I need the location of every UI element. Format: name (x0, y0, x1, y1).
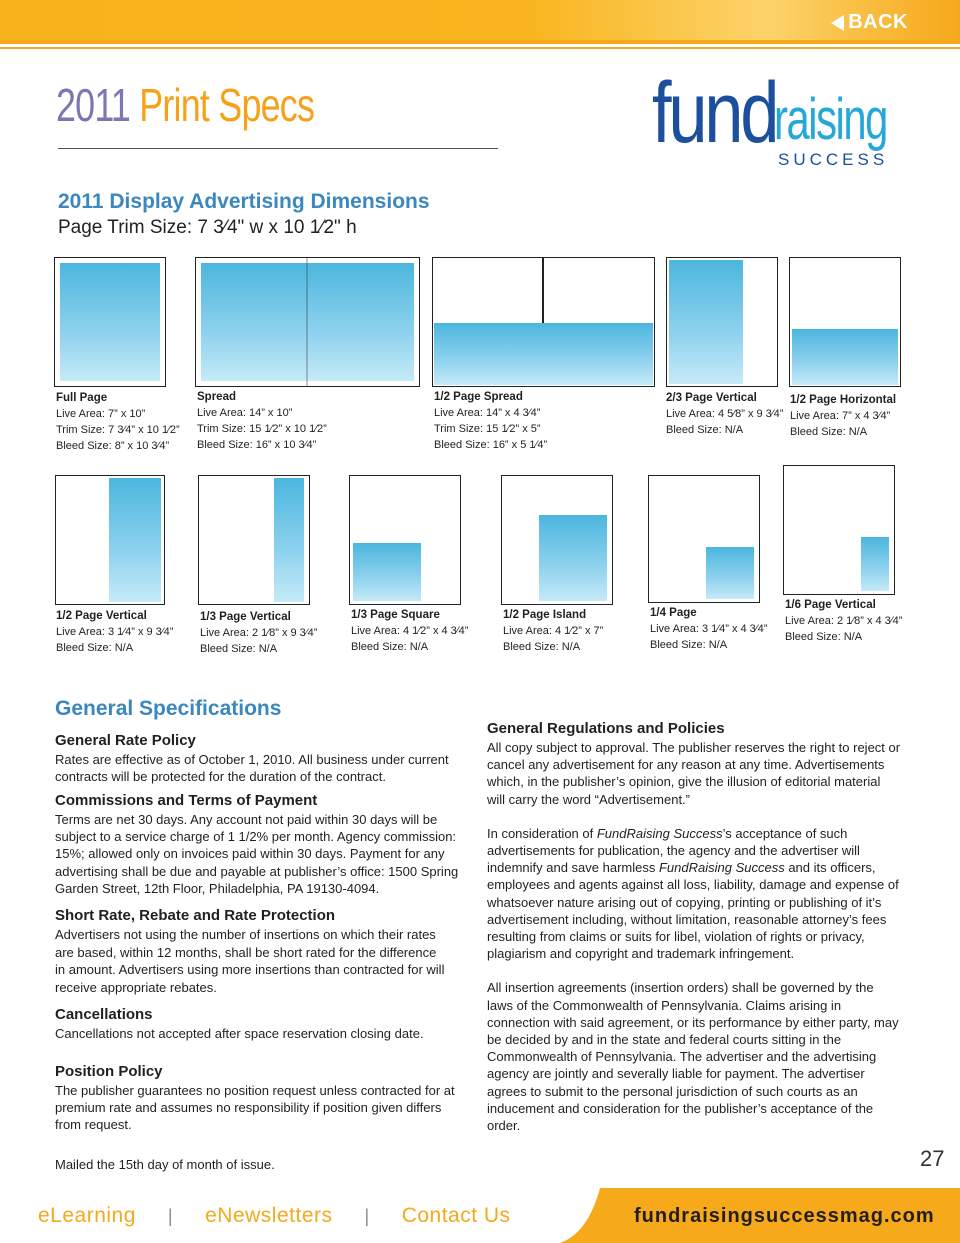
ad-spec-line: Live Area: 2 1⁄8” x 4 3⁄4” (785, 615, 903, 627)
ad-live-area (274, 478, 304, 602)
section-title: Short Rate, Rebate and Rate Protection (55, 907, 336, 924)
section-title: General Regulations and Policies (487, 720, 725, 737)
ad-live-area (109, 478, 161, 602)
ad-caption (351, 607, 468, 655)
section-title: Commissions and Terms of Payment (55, 792, 318, 809)
ad-live-area (201, 263, 414, 381)
ad-spec-line: Live Area: 4 1⁄2” x 7” (503, 625, 604, 637)
rate-policy-section (55, 732, 465, 785)
logo-raising: raising (774, 87, 887, 152)
top-banner (0, 0, 960, 40)
ad-spec-line: Trim Size: 15 1⁄2” x 5” (434, 423, 541, 435)
ad-spec-line: Bleed Size: N/A (785, 631, 863, 643)
title-year: 2011 (56, 79, 131, 131)
ad-live-area (60, 263, 160, 381)
ad-caption (56, 608, 173, 656)
section-body: Rates are effective as of October 1, 2010. All business under current contracts will be protected for the duration of the contract. (55, 752, 449, 785)
ad-spec-line: Live Area: 3 1⁄4” x 9 3⁄4” (56, 626, 174, 638)
general-specifications-heading: General Specifications (55, 697, 282, 720)
ad-spec-line: Live Area: 14” x 10” (197, 407, 293, 419)
back-arrow-icon (831, 15, 844, 31)
ad-spec-line: Bleed Size: N/A (790, 426, 868, 438)
regulations-paragraph-3: All insertion agreements (insertion orders) shall be governed by the laws of the Commonwealth of Pennsylvania. Claims arising in connection with said agreement, or its performance by either party, may be decided by and in the state and federal courts sitting in the Commonwealth of Pennsylvania. The advertiser and the advertising agency are jointly and severally liable for payment. The advertiser agrees to submit to the personal jurisdiction of such courts as an inducement and consideration for the publisher’s acceptance of the order. (487, 980, 899, 1134)
spread-gutter (542, 257, 544, 323)
ad-spec-line: Live Area: 3 1⁄4” x 4 3⁄4” (650, 623, 768, 635)
trim-size: Page Trim Size: 7 3⁄4" w x 10 1⁄2" h (58, 217, 357, 238)
logo-success: SUCCESS (778, 150, 889, 169)
ad-spec-line: Live Area: 7” x 4 3⁄4” (790, 410, 891, 422)
mailed-note (55, 1156, 465, 1173)
page-number: 27 (920, 1146, 945, 1171)
ad-spec-line: Trim Size: 15 1⁄2” x 10 1⁄2” (197, 423, 327, 435)
dimensions-heading: 2011 Display Advertising Dimensions (58, 190, 430, 213)
commissions-section (55, 792, 465, 897)
back-label: BACK (848, 11, 908, 33)
ad-live-area (434, 323, 653, 385)
ad-live-area (706, 547, 754, 599)
title-divider (58, 148, 498, 149)
ad-spec-line: Bleed Size: 16” x 5 1⁄4” (434, 439, 548, 451)
section-body: Terms are net 30 days. Any account not paid within 30 days will be subject to a service charge of 1 1/2% per month. Agency commission: 15%; allowed only on invoices paid within 30 days. Payment for any advertising shall be due and payable at publisher’s office: 1500 Spring Garden Street, 12th Floor, Philadelphia, PA 19130-4094. (55, 812, 459, 896)
section-body: The publisher guarantees no position request unless contracted for at premium rate and assumes no responsibility if position given differs from request. (55, 1083, 455, 1133)
page-title (56, 78, 314, 132)
ad-spec-line: Bleed Size: 8” x 10 3⁄4” (56, 440, 170, 452)
ad-spec-line: Live Area: 14” x 4 3⁄4” (434, 407, 541, 419)
ad-title: 1/4 Page (650, 607, 697, 619)
ad-spec-line: Bleed Size: N/A (666, 424, 744, 436)
text-run: and its officers, employees and agents against all loss, liability, damage and expense of whatsoever nature arising out of copying, printing or publishing of it’s advertisement including, without limitation, reasonable attorney’s fees resulting from claims or suits for libel, violation of rights or privacy, plagiarism and copyright and trademark infringement. (487, 860, 899, 962)
spread-gutter (306, 257, 308, 387)
ad-caption (200, 609, 317, 657)
title-text: Print Specs (139, 79, 315, 131)
ad-title: 1/2 Page Vertical (56, 610, 147, 622)
ad-caption (785, 597, 902, 645)
ad-caption (56, 390, 180, 454)
ad-title: Full Page (56, 392, 108, 404)
ad-title: 2/3 Page Vertical (666, 392, 757, 404)
section-title: Position Policy (55, 1063, 163, 1080)
publication-name: FundRaising Success (658, 860, 785, 876)
ad-spec-line: Live Area: 2 1⁄8” x 9 3⁄4” (200, 627, 318, 639)
ad-caption (434, 389, 547, 453)
ad-spec-line: Bleed Size: N/A (200, 643, 278, 655)
ad-caption (790, 392, 896, 440)
ad-spec-line: Bleed Size: N/A (503, 641, 581, 653)
mailed-text: Mailed the 15th day of month of issue. (55, 1157, 275, 1172)
top-stripe (0, 40, 960, 44)
ad-caption (650, 605, 767, 653)
position-policy-section (55, 1063, 465, 1134)
text-run: ’s acceptance of such advertisements for publication, the agency and the advertiser will indemnify and save harmless (487, 825, 860, 876)
footer-website-link[interactable]: fundraisingsuccessmag.com (634, 1205, 935, 1227)
ad-spec-line: Bleed Size: N/A (351, 641, 429, 653)
back-button[interactable] (831, 11, 908, 34)
fundraising-success-logo (652, 65, 902, 182)
ad-live-area (539, 515, 607, 601)
ad-live-area (861, 537, 889, 591)
ad-caption (666, 390, 783, 438)
regulations-paragraph-2 (487, 825, 903, 963)
short-rate-section (55, 907, 465, 996)
ad-title: 1/3 Page Square (351, 609, 440, 621)
section-body: Advertisers not using the number of insertions on which their rates are based, within 12 months, shall be short rated for the difference in amount. Advertisers using more insertions than contracted for will receive appropriate rebates. (55, 927, 445, 995)
footer-separator: | (167, 1205, 174, 1226)
ad-live-area (353, 543, 421, 601)
regulations-section (487, 720, 907, 1134)
ad-spec-line: Bleed Size: 16” x 10 3⁄4” (197, 439, 317, 451)
ad-spec-line: Live Area: 4 1⁄2” x 4 3⁄4” (351, 625, 469, 637)
publication-name: FundRaising Success (596, 825, 723, 841)
ad-title: 1/3 Page Vertical (200, 611, 291, 623)
top-stripe-thin (0, 47, 960, 49)
ad-title: 1/6 Page Vertical (785, 599, 876, 611)
ad-spec-line: Bleed Size: N/A (56, 642, 134, 654)
ad-title: Spread (197, 391, 236, 403)
ad-caption (197, 389, 327, 453)
ad-spec-line: Live Area: 4 5⁄8” x 9 3⁄4” (666, 408, 784, 420)
ad-title: 1/2 Page Island (503, 609, 587, 621)
ad-spec-line: Bleed Size: N/A (650, 639, 728, 651)
footer-nav (38, 1204, 511, 1228)
regulations-paragraph-1: All copy subject to approval. The publisher reserves the right to reject or cancel any advertisement for any reason at any time. Advertisements which, in the publisher’s opinion, give the illusion of editorial material will carry the word “Advertisement.” (487, 740, 901, 807)
section-title: Cancellations (55, 1006, 153, 1023)
footer-link-elearning[interactable]: eLearning (38, 1204, 136, 1227)
ad-spec-line: Trim Size: 7 3⁄4” x 10 1⁄2” (56, 424, 180, 436)
ad-caption (503, 607, 603, 655)
ad-live-area (669, 260, 743, 384)
ad-title: 1/2 Page Horizontal (790, 394, 897, 406)
ad-spec-line: Live Area: 7” x 10” (56, 408, 146, 420)
section-body: Cancellations not accepted after space reservation closing date. (55, 1026, 424, 1041)
logo-fund: fund (652, 65, 777, 161)
footer-separator: | (364, 1205, 370, 1226)
ad-live-area (792, 329, 898, 385)
text-run: In consideration of (487, 825, 597, 841)
section-title: General Rate Policy (55, 732, 196, 749)
ad-title: 1/2 Page Spread (434, 391, 523, 403)
cancellations-section (55, 1006, 465, 1042)
footer-link-contact-us[interactable]: Contact Us (401, 1204, 511, 1227)
footer-link-enewsletters[interactable]: eNewsletters (205, 1204, 333, 1227)
